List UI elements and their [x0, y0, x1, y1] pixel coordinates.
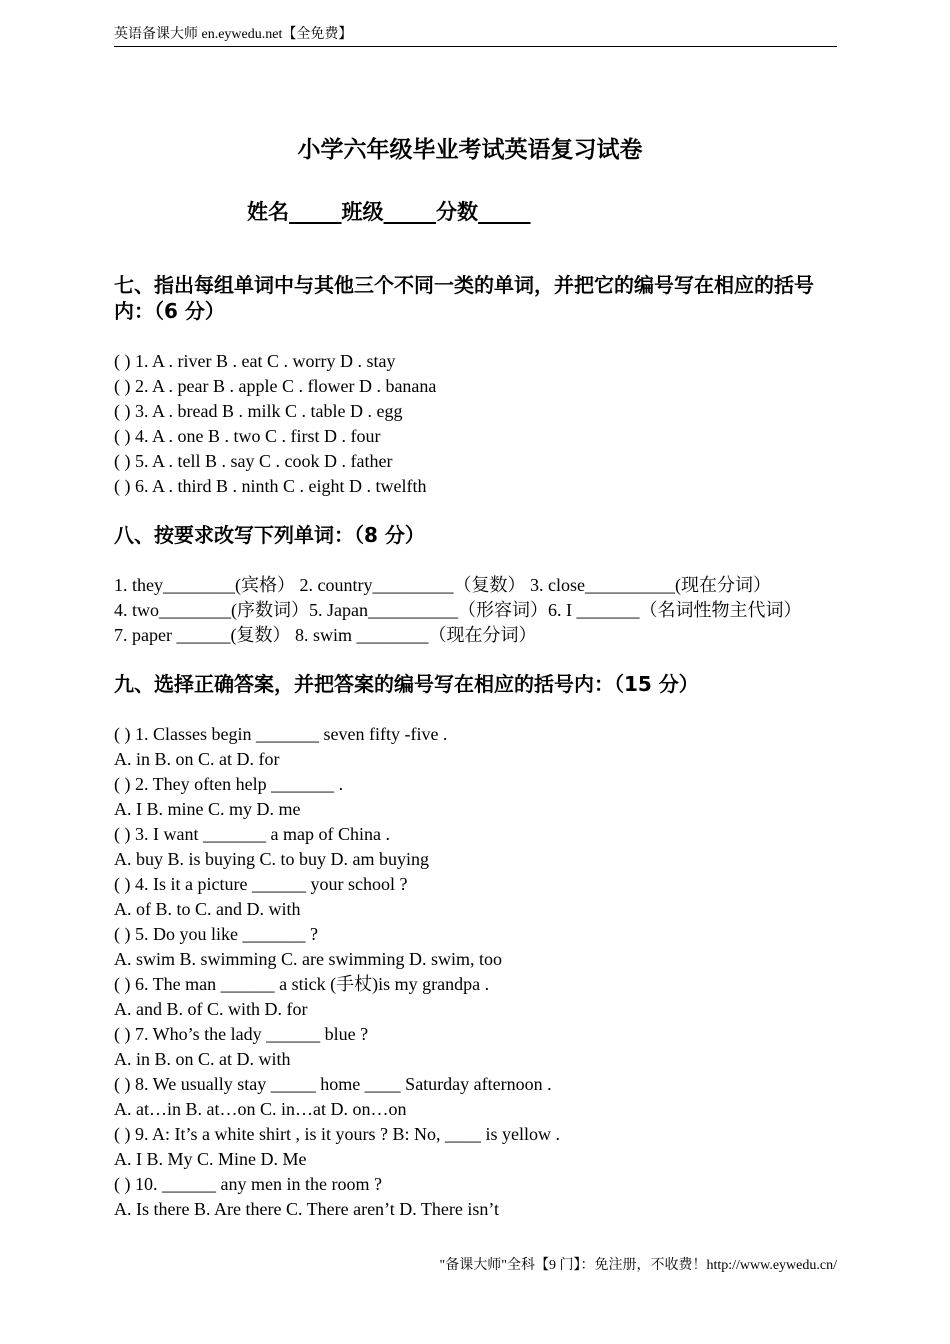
question-item: ( ) 5. Do you like _______ ?	[114, 924, 318, 944]
page-footer: "备课大师"全科【9 门】：免注册，不收费！http://www.eywedu.cn/	[439, 1258, 837, 1273]
section-8-title: 八、按要求改写下列单词：（8 分）	[114, 523, 425, 547]
question-item: ( ) 7. Who’s the lady ______ blue ?	[114, 1024, 369, 1044]
question-item: ( ) 1. Classes begin _______ seven fifty -five .	[114, 724, 448, 744]
question-item: ( ) 2. They often help _______ .	[114, 774, 344, 794]
question-item: ( ) 5. A . tell B . say C . cook D . father	[114, 451, 393, 471]
student-info-line: 姓名_____班级_____分数_____	[247, 200, 531, 224]
section-9-items	[114, 722, 854, 1222]
answer-options: A. I B. My C. Mine D. Me	[114, 1149, 307, 1169]
answer-options: A. in B. on C. at D. with	[114, 1049, 291, 1069]
page-title: 小学六年级毕业考试英语复习试卷	[297, 137, 643, 163]
answer-options: A. I B. mine C. my D. me	[114, 799, 301, 819]
question-item: 7. paper ______(复数） 8. swim ________（现在分词）	[114, 625, 537, 645]
question-item: ( ) 4. Is it a picture ______ your school ?	[114, 874, 408, 894]
question-item: ( ) 2. A . pear B . apple C . flower D . banana	[114, 376, 437, 396]
section-8-items	[114, 573, 854, 648]
answer-options: A. in B. on C. at D. for	[114, 749, 280, 769]
question-item: 4. two________(序数词）5. Japan__________（形容词）6. I _______（名词性物主代词）	[114, 600, 802, 620]
page-header: 英语备课大师 en.eywedu.net【全免费】	[114, 26, 837, 47]
question-item: ( ) 1. A . river B . eat C . worry D . stay	[114, 351, 396, 371]
section-7-items	[114, 349, 854, 499]
answer-options: A. swim B. swimming C. are swimming D. swim, too	[114, 949, 503, 969]
question-item: ( ) 3. I want _______ a map of China .	[114, 824, 390, 844]
answer-options: A. of B. to C. and D. with	[114, 899, 301, 919]
answer-options: A. buy B. is buying C. to buy D. am buying	[114, 849, 430, 869]
question-item: 1. they________(宾格） 2. country_________（复数） 3. close__________(现在分词）	[114, 575, 771, 595]
answer-options: A. Is there B. Are there C. There aren’t D. There isn’t	[114, 1199, 500, 1219]
question-item: ( ) 8. We usually stay _____ home ____ Saturday afternoon .	[114, 1074, 552, 1094]
section-7-title: 七、指出每组单词中与其他三个不同一类的单词，并把它的编号写在相应的括号内：（6 分）	[114, 273, 814, 323]
answer-options: A. and B. of C. with D. for	[114, 999, 308, 1019]
section-9-title: 九、选择正确答案，并把答案的编号写在相应的括号内：（15 分）	[114, 672, 699, 696]
question-item: ( ) 9. A: It’s a white shirt , is it yours ? B: No, ____ is yellow .	[114, 1124, 560, 1144]
question-item: ( ) 10. ______ any men in the room ?	[114, 1174, 382, 1194]
question-item: ( ) 4. A . one B . two C . first D . four	[114, 426, 381, 446]
question-item: ( ) 6. A . third B . ninth C . eight D . twelfth	[114, 476, 427, 496]
question-item: ( ) 3. A . bread B . milk C . table D . egg	[114, 401, 403, 421]
question-item: ( ) 6. The man ______ a stick (手杖)is my grandpa .	[114, 974, 490, 994]
answer-options: A. at…in B. at…on C. in…at D. on…on	[114, 1099, 407, 1119]
